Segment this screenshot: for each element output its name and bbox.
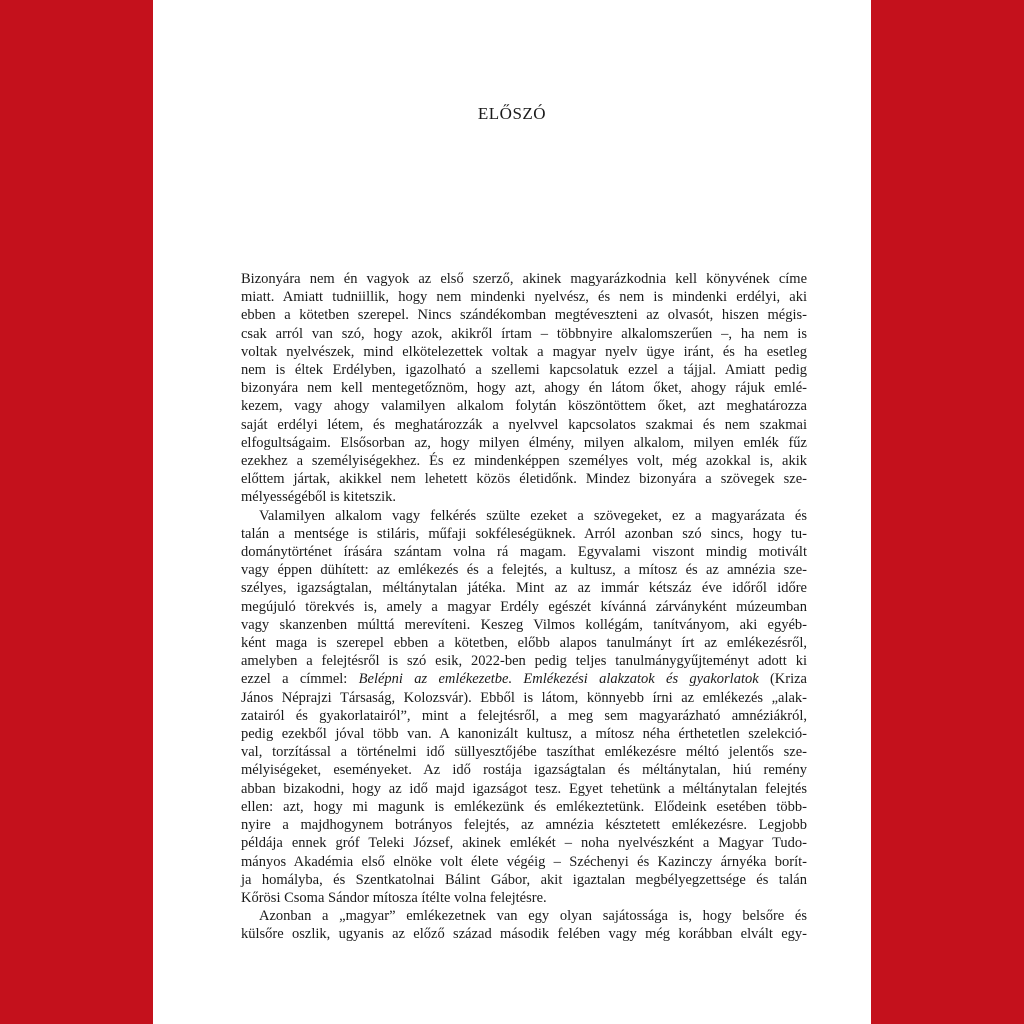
paragraph-2	[241, 507, 807, 907]
text-segment: ezzel a címmel:	[241, 671, 359, 688]
text-line: abban bizakodni, hogy az idő majd igazságot tesz. Egyet tehetünk a méltánytalan felejtés	[241, 780, 807, 797]
text-line: ként maga is szerepel ebben a kötetben, előbb alapos tanulmányt írt az emlékezésről,	[241, 635, 807, 652]
text-line: megújuló törekvés is, amely a magyar Erdély egészét kívánná zárványként múzeumban	[241, 598, 807, 615]
text-line: mélyességéből is kitetszik.	[241, 489, 397, 506]
page	[153, 0, 871, 1024]
text-line: ja homályba, és Szentkatolnai Bálint Gábor, akit igaztalan megbélyegzettsége és talán	[241, 871, 807, 888]
page-title: ELŐSZÓ	[477, 104, 547, 123]
text-line: saját erdélyi létem, és meghatározzák a nyelvvel kapcsolatos szakmai és nem szakmai	[241, 416, 807, 433]
text-line: csak arról van szó, hogy azok, akikről írtam – többnyire alkalomszerűen –, ha nem is	[241, 325, 807, 342]
text-line: János Néprajzi Társaság, Kolozsvár). Ebből is látom, könnyebb írni az emlékezés „alak-	[241, 689, 807, 706]
text-line: előttem jártak, akikkel nem lehetett közös életidőnk. Mindez bizonyára a szövegek sze-	[241, 471, 807, 488]
text-line: kezem, vagy ahogy valamilyen alkalom folytán köszöntöttem őket, azt meghatározza	[241, 398, 807, 415]
text-line: példája ennek gróf Teleki József, akinek emlékét – noha nyelvészként a Magyar Tudo-	[241, 835, 807, 852]
text-line: Valamilyen alkalom vagy felkérés szülte ezeket a szövegeket, ez a magyarázata és	[259, 507, 807, 524]
text-line: val, torzítással a történelmi idő süllyesztőjébe taszíthat emlékezésre méltó jelentős sze-	[241, 744, 807, 761]
paragraph-1	[241, 270, 807, 507]
text-line: ebben a kötetben szerepel. Nincs szándékomban megtéveszteni az olvasót, hiszen mégis-	[241, 307, 807, 324]
text-line: zatairól és gyakorlatairól”, mint a felejtésről, a meg sem magyarázható amnéziákról,	[241, 707, 807, 724]
text-line	[241, 670, 807, 688]
text-line: szélyes, igazságtalan, méltánytalan játéka. Mint az az immár kétszáz éve időről időre	[241, 580, 807, 597]
text-line: vagy skanzenben múlttá merevíteni. Keszeg Vilmos kollégám, tanítványom, aki egyéb-	[241, 616, 807, 633]
book-title: Belépni az emlékezetbe. Emlékezési alakzatok és gyakorlatok	[358, 671, 759, 688]
text-line: Bizonyára nem én vagyok az első szerző, akinek magyarázkodnia kell könyvének címe	[241, 271, 807, 287]
text-line: mányos Akadémia első elnöke volt élete végéig – Széchenyi és Kazinczy árnyéka borít-	[241, 853, 807, 870]
text-line: külsőre oszlik, ugyanis az előző század második felében vagy még korábban elvált egy-	[241, 926, 807, 943]
text-line: nyire a majdhogynem botrányos felejtés, az amnézia késztetett emlékezésre. Legjobb	[241, 817, 807, 834]
text-line: ellen: azt, hogy mi magunk is emlékezünk és emlékeztetünk. Elődeink esetében több-	[241, 798, 807, 815]
text-line: nem is éltek Erdélyben, igazolható a szellemi kapcsolatuk ezzel a tájjal. Amiatt pedig	[241, 362, 807, 379]
text-line: Azonban a „magyar” emlékezetnek van egy olyan sajátossága is, hogy belsőre és	[259, 908, 807, 925]
text-line: miatt. Amiatt tudniillik, hogy nem mindenki nyelvész, és nem is mindenki erdélyi, aki	[241, 289, 807, 306]
body-text	[241, 270, 807, 944]
text-line: talán a mentsége is stiláris, műfaji sokféleségüknek. Arról azonban szó sincs, hogy tu-	[241, 525, 807, 542]
text-line: mélyiségeket, eseményeket. Az idő rostája igazságtalan és méltánytalan, hiú remény	[241, 762, 807, 779]
text-line: Kőrösi Csoma Sándor mítosza ítélte volna felejtésre.	[241, 889, 547, 906]
text-line: amelyben a felejtésről is szó esik, 2022-ben pedig teljes tanulmánygyűjteményt adott ki	[241, 653, 807, 670]
text-line: voltak nyelvészek, mind elkötelezettek voltak a magyar nyelv ügye iránt, és ha esetleg	[241, 343, 807, 360]
text-line: elfogultságaim. Elsősorban az, hogy milyen élmény, milyen alkalom, milyen emlék fűz	[241, 434, 807, 451]
text-segment: (Kriza	[758, 671, 807, 688]
text-line: bizonyára nem kell mentegetőznöm, hogy azt, ahogy én látom őket, ahogy rájuk emlé-	[241, 380, 807, 397]
paragraph-3	[241, 907, 807, 943]
text-line: dománytörténet írására szántam volna rá magam. Egyvalami viszont mindig motivált	[241, 544, 807, 561]
text-line: pedig ezekből jóval több van. A kanonizált kultusz, a mítosz néha érthetetlen szelekció-	[241, 726, 807, 743]
text-line: vagy éppen dühített: az emlékezés és a felejtés, a kultusz, a mítosz és az amnézia sze-	[241, 562, 807, 579]
text-line: ezekhez a személyiségekhez. És ez mindenképpen személyes volt, még azokkal is, akik	[241, 453, 807, 470]
